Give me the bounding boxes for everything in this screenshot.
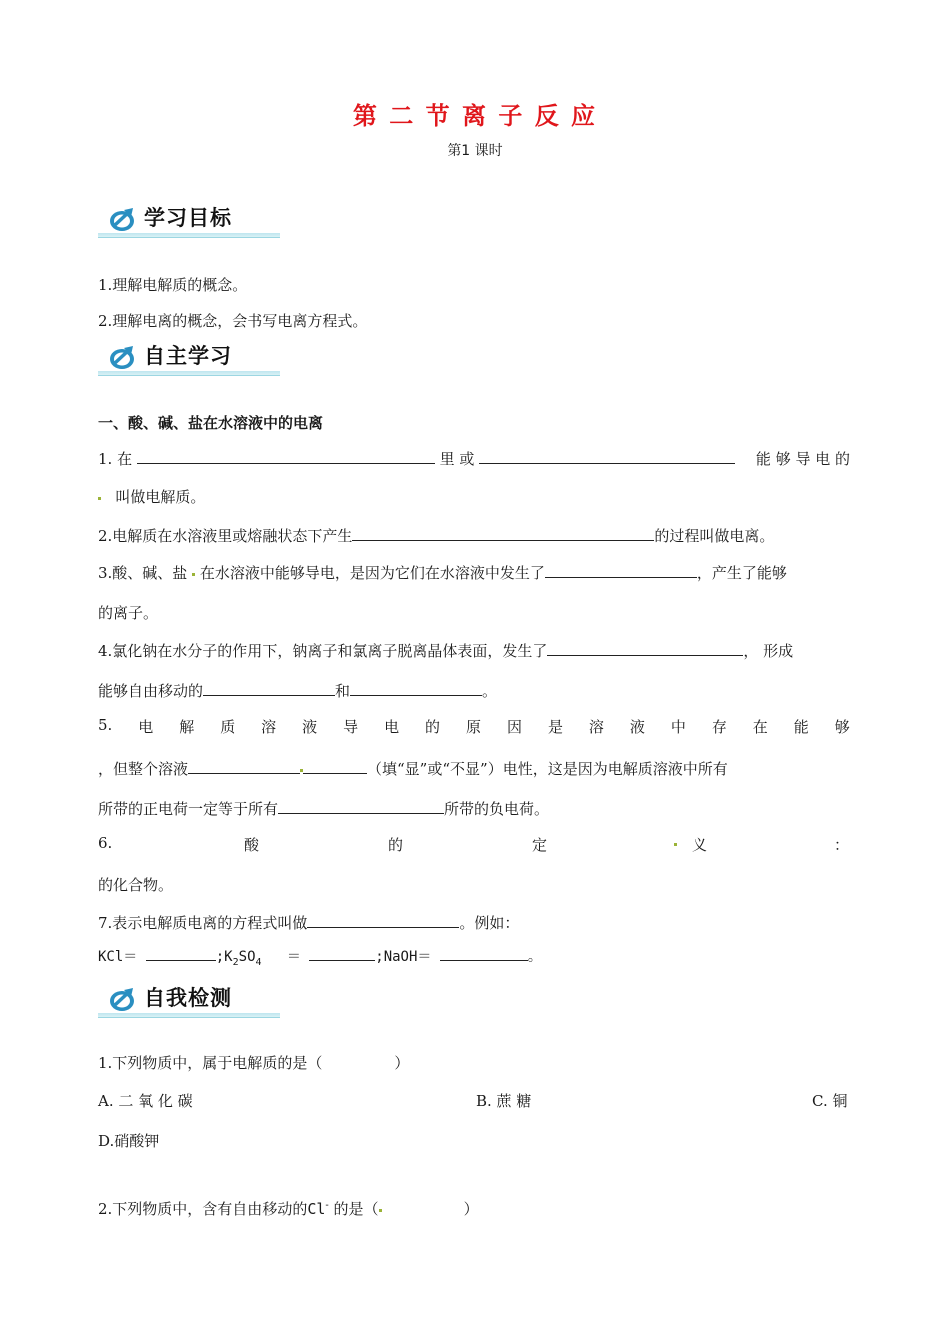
marker-dot xyxy=(98,497,101,500)
q7-kcl: KCl＝ xyxy=(98,949,138,965)
q5-word: 够 xyxy=(834,718,850,736)
q2-line xyxy=(98,525,774,546)
q3-line-1 xyxy=(98,562,787,583)
q4-text-c: 能够自由移动的 xyxy=(98,682,204,700)
q7-so-sub: 4 xyxy=(255,956,262,968)
q1-text-d: 叫做电解质。 xyxy=(115,488,206,506)
q7-naoh: NaOH＝ xyxy=(383,949,432,965)
q6-word: 酸 xyxy=(244,836,260,854)
q6-line-1 xyxy=(98,834,850,856)
q1-text-a: 1. 在 xyxy=(98,450,133,468)
q6-text-b: 的化合物。 xyxy=(98,876,174,894)
q5-word: 导 xyxy=(343,718,359,736)
test-q2-cl: Cl xyxy=(307,1200,326,1218)
q3-text-c: ，产生了能够 xyxy=(696,564,787,582)
q5-word: 在 xyxy=(752,718,768,736)
q6-word: 义 xyxy=(692,836,708,854)
q7-so: SO xyxy=(238,949,256,965)
q5-word: 存 xyxy=(711,718,727,736)
q5-word: 因 xyxy=(506,718,522,736)
test-q2-close: ） xyxy=(463,1200,479,1218)
page-subtitle: 第1 课时 xyxy=(447,143,503,159)
q7-line-1 xyxy=(98,912,519,933)
q4-text-b: ， 形成 xyxy=(743,642,794,660)
arrow-badge-icon xyxy=(108,985,138,1013)
test-q1-close: ） xyxy=(394,1054,410,1072)
q3-text-b: 在水溶液中能够导电，是因为它们在水溶液中发生了 xyxy=(199,564,545,582)
q5-text-e: 所带的负电荷。 xyxy=(444,800,550,818)
q5-line-1 xyxy=(98,716,850,737)
q5-word: 质 xyxy=(220,718,236,736)
test-q1-stem xyxy=(98,1052,409,1073)
test-q2-tail: 的是（ xyxy=(328,1200,379,1218)
q7-semi: ; xyxy=(375,949,384,965)
q7-end: 。 xyxy=(527,949,542,965)
test-q2-sup: - xyxy=(325,1200,329,1211)
q4-text-e: 。 xyxy=(482,682,498,700)
q5-word: 能 xyxy=(793,718,809,736)
q5-line-3 xyxy=(98,798,549,819)
self-study-banner xyxy=(98,338,280,378)
q5-word: 电 xyxy=(138,718,154,736)
q7-blank-1[interactable] xyxy=(307,913,459,928)
q7-semi: ; xyxy=(215,949,225,965)
q3-text-d: 的离子。 xyxy=(98,604,159,622)
marker-dot xyxy=(674,843,677,846)
q7-k-sub: 2 xyxy=(232,956,239,968)
q2-text-b: 的过程叫做电离。 xyxy=(654,527,775,545)
banner-underline xyxy=(98,375,280,376)
q6-word: 定 xyxy=(532,836,548,854)
q1-blank-2[interactable] xyxy=(479,449,735,464)
q5-word: 中 xyxy=(670,718,686,736)
marker-dot xyxy=(192,573,195,576)
banner-underline xyxy=(98,237,280,238)
q1-text-c: 能 够 导 电 的 xyxy=(755,450,850,468)
q5-word: 液 xyxy=(629,718,645,736)
q1-blank-1[interactable] xyxy=(137,449,435,464)
q5-word: 是 xyxy=(547,718,563,736)
test-q1-stem-text: 1.下列物质中，属于电解质的是（ xyxy=(98,1054,323,1072)
arrow-badge-icon xyxy=(108,205,138,233)
q5-word: 的 xyxy=(425,718,441,736)
q5-word: 溶 xyxy=(261,718,277,736)
q7-text-b: 。例如： xyxy=(459,914,520,932)
arrow-badge-icon xyxy=(108,343,138,371)
q4-blank-3[interactable] xyxy=(350,681,482,696)
q5-word: 电 xyxy=(384,718,400,736)
page-title: 第 二 节 离 子 反 应 xyxy=(352,102,598,130)
q4-line-1 xyxy=(98,640,793,661)
q5-blank-1[interactable] xyxy=(188,759,300,774)
q5-text-c: （填“显”或“不显”）电性，这是因为电解质溶液中所有 xyxy=(367,760,728,778)
q6-word: 的 xyxy=(388,836,404,854)
q5-blank-2[interactable] xyxy=(278,799,444,814)
goals-banner xyxy=(98,200,280,240)
q2-blank[interactable] xyxy=(352,526,654,541)
test-q2-stem xyxy=(98,1198,479,1219)
q6-word: ： xyxy=(834,836,850,854)
q7-eq: ＝ xyxy=(286,949,301,965)
test-q2-stem-text: 2.下列物质中，含有自由移动的 xyxy=(98,1200,308,1218)
q5-text-d: 所带的正电荷一定等于所有 xyxy=(98,800,279,818)
goal-item-1: 1.理解电解质的概念。 xyxy=(98,276,248,294)
self-test-banner-label: 自我检测 xyxy=(144,985,232,1010)
test-q1-option-b[interactable]: B. 蔗 糖 xyxy=(476,1092,532,1110)
q5-word: 液 xyxy=(302,718,318,736)
test-q1-option-a[interactable]: A. 二 氧 化 碳 xyxy=(98,1092,193,1110)
q3-blank[interactable] xyxy=(545,563,697,578)
q7-k: K xyxy=(224,949,233,965)
test-q1-option-c[interactable]: C. 铜 xyxy=(812,1092,848,1110)
q7-blank-k2so4[interactable] xyxy=(309,946,375,961)
q7-line-2 xyxy=(98,946,542,968)
q7-text-a: 7.表示电解质电离的方程式叫做 xyxy=(98,914,308,932)
marker-dot xyxy=(379,1209,382,1212)
q1-line-1 xyxy=(98,448,850,469)
q1-text-b: 里 或 xyxy=(439,450,475,468)
section-title: 一、酸、碱、盐在水溶液中的电离 xyxy=(98,414,324,432)
q7-blank-kcl[interactable] xyxy=(146,946,216,961)
q4-line-2 xyxy=(98,680,497,701)
q5-word: 溶 xyxy=(588,718,604,736)
q4-blank-1[interactable] xyxy=(547,641,743,656)
test-q1-option-d[interactable]: D.硝酸钾 xyxy=(98,1132,160,1150)
q4-blank-2[interactable] xyxy=(203,681,335,696)
q4-text-a: 4.氯化钠在水分子的作用下，钠离子和氯离子脱离晶体表面，发生了 xyxy=(98,642,548,660)
q5-word: 5. xyxy=(98,716,113,734)
self-test-banner xyxy=(98,980,280,1020)
q5-word: 原 xyxy=(466,718,482,736)
q2-text-a: 2.电解质在水溶液里或熔融状态下产生 xyxy=(98,527,353,545)
q5-text-b: ，但整个溶液 xyxy=(98,760,189,778)
q4-text-d: 和 xyxy=(335,682,351,700)
q5-line-2 xyxy=(98,758,728,779)
q5-blank-1b[interactable] xyxy=(303,759,367,774)
self-study-banner-label: 自主学习 xyxy=(144,343,232,368)
banner-underline xyxy=(98,1017,280,1018)
q7-blank-naoh[interactable] xyxy=(440,946,528,961)
q1-line-2 xyxy=(98,486,205,507)
q5-word: 解 xyxy=(179,718,195,736)
goal-item-2: 2.理解电离的概念，会书写电离方程式。 xyxy=(98,312,368,330)
q6-word: 6. xyxy=(98,834,113,852)
goals-banner-label: 学习目标 xyxy=(144,205,232,230)
q3-text-a: 3.酸、碱、盐 xyxy=(98,564,188,582)
